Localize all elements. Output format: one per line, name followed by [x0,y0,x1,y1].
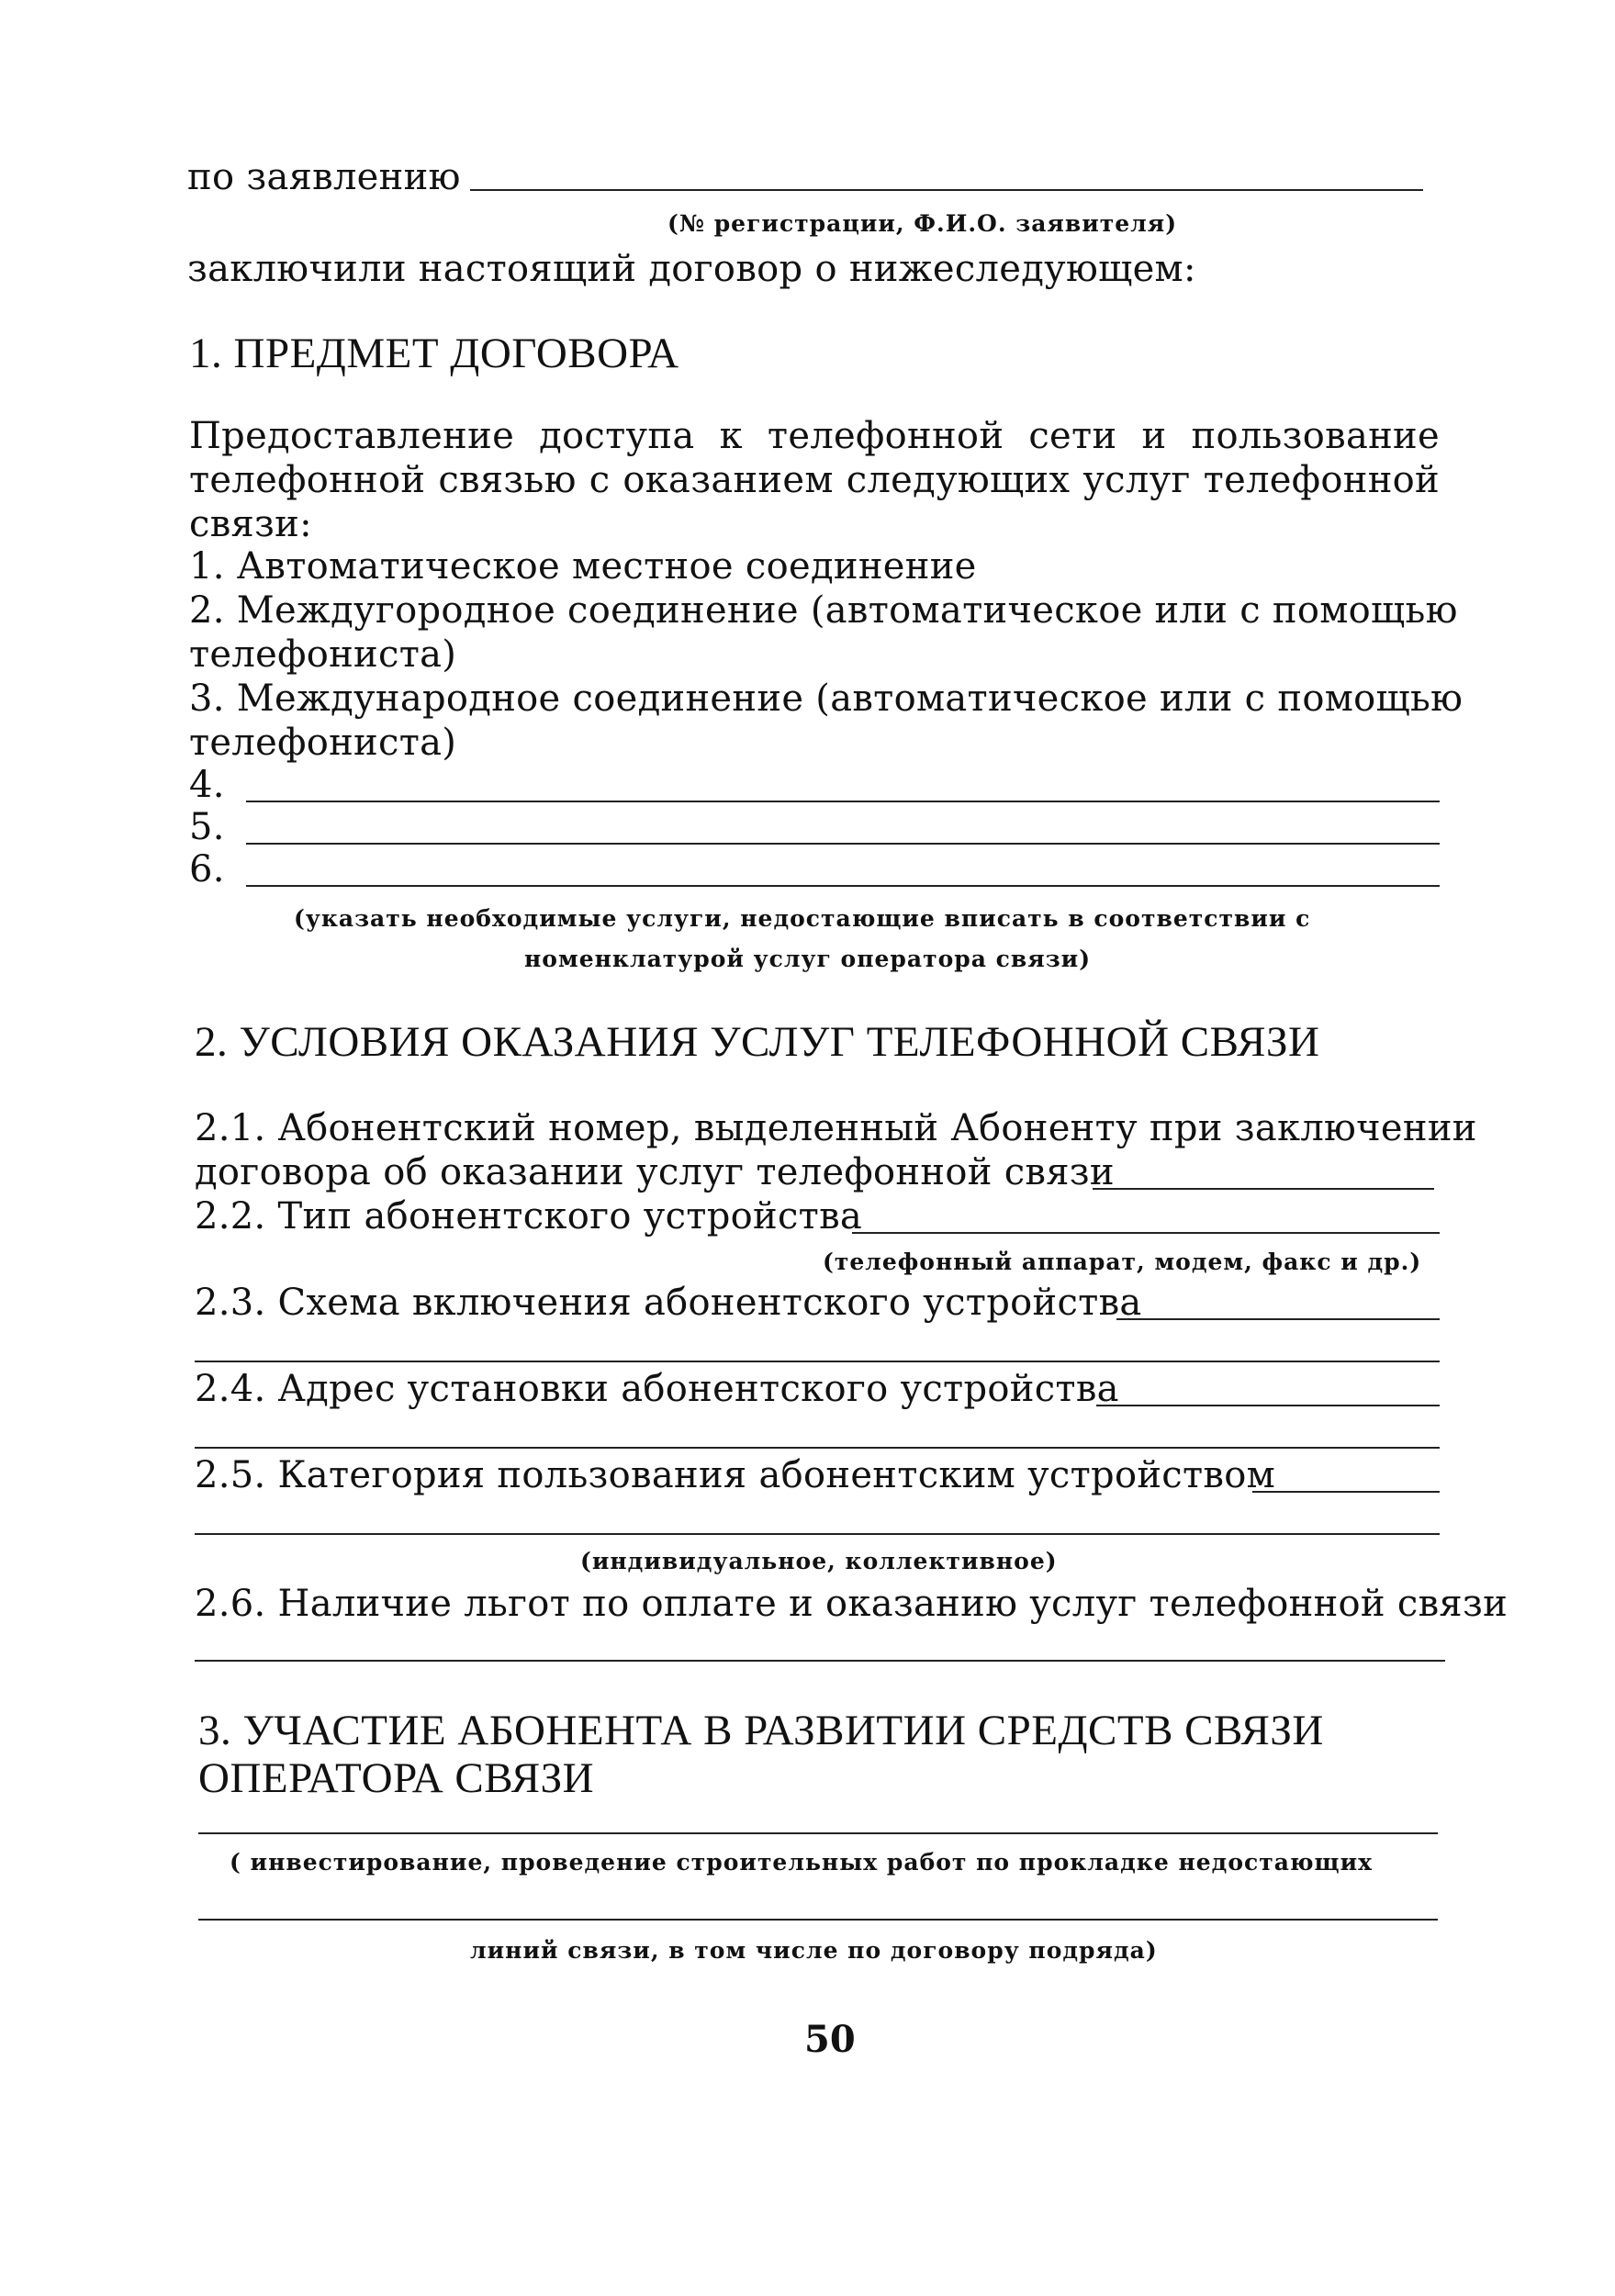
service-item-1: 1. Автоматическое местное соединение [189,545,977,588]
service-item-4-number: 4. [189,764,225,806]
concluded-line: заключили настоящий договор о нижеследующем: [187,248,1196,290]
service-item-2-line1: 2. Междугородное соединение (автоматическое или с помощью [189,589,1458,632]
clause-2-3: 2.3. Схема включения абонентского устройства [195,1282,1142,1324]
service-item-2-line2: телефониста) [189,633,457,676]
service-item-3-line1: 3. Международное соединение (автоматическое или с помощью [189,678,1464,720]
device-type-line [852,1232,1440,1234]
install-address-line-2 [195,1447,1440,1449]
participation-caption-line1: ( инвестирование, проведение строительных работ по прокладке недостающих [230,1849,1374,1876]
clause-2-2: 2.2. Тип абонентского устройства [195,1195,863,1238]
participation-line-1 [198,1832,1438,1834]
services-caption-line1: (указать необходимые услуги, недостающие вписать в соответствии с [294,905,1311,932]
service-item-3-line2: телефониста) [189,722,457,764]
section1-intro-line2: телефонной связью с оказанием следующих услуг телефонной [189,459,1440,501]
service-item-6-line [246,885,1440,887]
clause-2-1-line2: договора об оказании услуг телефонной связи [195,1151,1115,1193]
clause-2-4: 2.4. Адрес установки абонентского устройства [195,1368,1119,1410]
section3-title-line1: 3. УЧАСТИЕ АБОНЕНТА В РАЗВИТИИ СРЕДСТВ СВЯЗИ [198,1707,1324,1754]
section1-intro-line3: связи: [189,503,312,545]
clause-2-1-line1: 2.1. Абонентский номер, выделенный Абоненту при заключении [195,1107,1477,1149]
application-fill-line [470,189,1423,191]
section3-title-line2: ОПЕРАТОРА СВЯЗИ [198,1754,595,1802]
participation-line-2 [198,1919,1438,1921]
connection-scheme-line-2 [195,1361,1440,1362]
clause-2-6: 2.6. Наличие льгот по оплате и оказанию услуг телефонной связи [195,1583,1508,1625]
usage-category-caption: (индивидуальное, коллективное) [580,1548,1058,1574]
service-item-5-number: 5. [189,806,225,848]
clause-2-5: 2.5. Категория пользования абонентским устройством [195,1454,1276,1496]
section2-title: 2. УСЛОВИЯ ОКАЗАНИЯ УСЛУГ ТЕЛЕФОННОЙ СВЯЗИ [195,1018,1320,1066]
section1-intro-line1: Предоставление доступа к телефонной сети и пользование [189,415,1440,457]
benefits-line [195,1660,1445,1662]
section1-title: 1. ПРЕДМЕТ ДОГОВОРА [189,330,679,377]
service-item-6-number: 6. [189,848,225,890]
install-address-line [1096,1405,1440,1406]
registration-caption: (№ регистрации, Ф.И.О. заявителя) [667,210,1178,237]
connection-scheme-line [1116,1318,1440,1320]
services-caption-line2: номенклатурой услуг оператора связи) [524,946,1092,972]
participation-caption-line2: линий связи, в том числе по договору подряда) [470,1937,1158,1964]
service-item-4-line [246,801,1440,802]
page-number: 50 [804,2018,856,2061]
subscriber-number-line [1093,1188,1434,1190]
usage-category-line [1252,1491,1440,1493]
device-type-caption: (телефонный аппарат, модем, факс и др.) [823,1249,1422,1275]
service-item-5-line [246,843,1440,845]
by-application-label: по заявлению [187,156,461,198]
usage-category-line-2 [195,1533,1440,1535]
